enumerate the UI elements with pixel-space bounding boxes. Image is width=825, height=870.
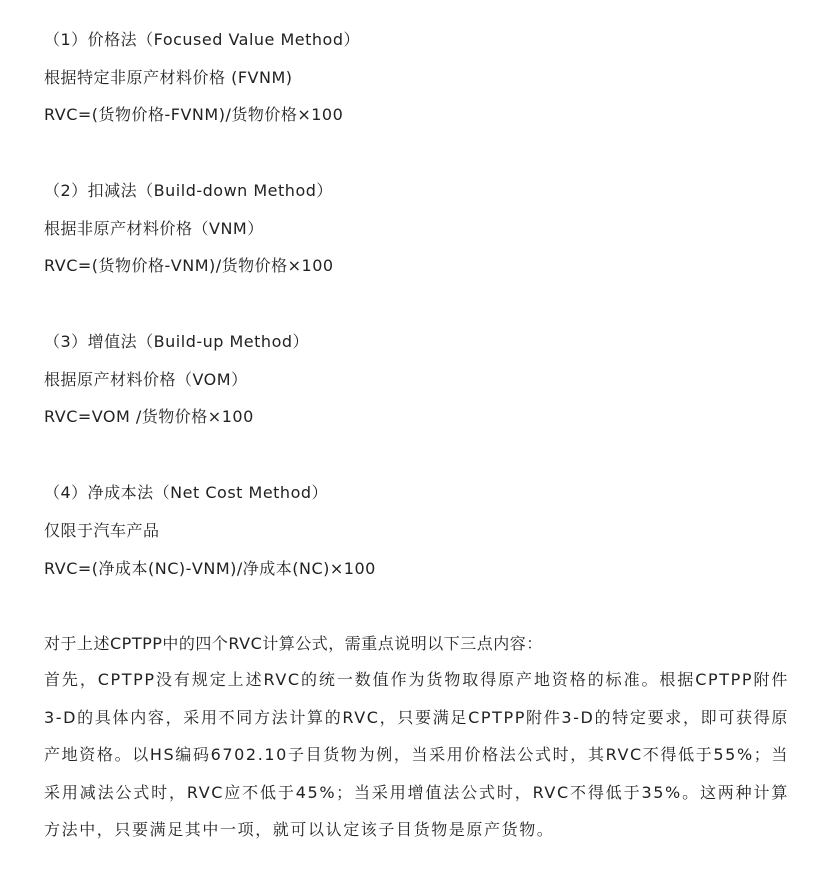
section-1-heading: （1）价格法（Focused Value Method） [44, 30, 360, 49]
intro-line: 对于上述CPTPP中的四个RVC计算公式，需重点说明以下三点内容： [44, 634, 543, 653]
section-1-basis: 根据特定非原产材料价格 (FVNM) [44, 68, 293, 87]
section-4-heading: （4）净成本法（Net Cost Method） [44, 483, 329, 502]
section-3-formula: RVC=VOM /货物价格×100 [44, 407, 254, 426]
section-2-formula: RVC=(货物价格-VNM)/货物价格×100 [44, 256, 334, 275]
section-4-basis: 仅限于汽车产品 [44, 521, 160, 540]
section-4-formula: RVC=(净成本(NC)-VNM)/净成本(NC)×100 [44, 559, 376, 578]
explanation-paragraph: 首先，CPTPP没有规定上述RVC的统一数值作为货物取得原产地资格的标准。根据CPTPP附件3-D的具体内容，采用不同方法计算的RVC，只要满足CPTPP附件3-D的特定要求，即可获得原产地资格。以HS编码6702.10子目货物为例，当采用价格法公式时，其RVC不得低于55%；当采用减法公式时，RVC应不低于45%；当采用增值法公式时，RVC不得低于35%。这两种计算方法中，只要满足其中一项，就可以认定该子目货物是原产货物。 [44, 670, 789, 840]
section-3-basis: 根据原产材料价格（VOM） [44, 370, 248, 389]
section-1-formula: RVC=(货物价格-FVNM)/货物价格×100 [44, 105, 344, 124]
section-2-basis: 根据非原产材料价格（VNM） [44, 219, 264, 238]
section-2-heading: （2）扣减法（Build-down Method） [44, 181, 333, 200]
section-3-heading: （3）增值法（Build-up Method） [44, 332, 310, 351]
